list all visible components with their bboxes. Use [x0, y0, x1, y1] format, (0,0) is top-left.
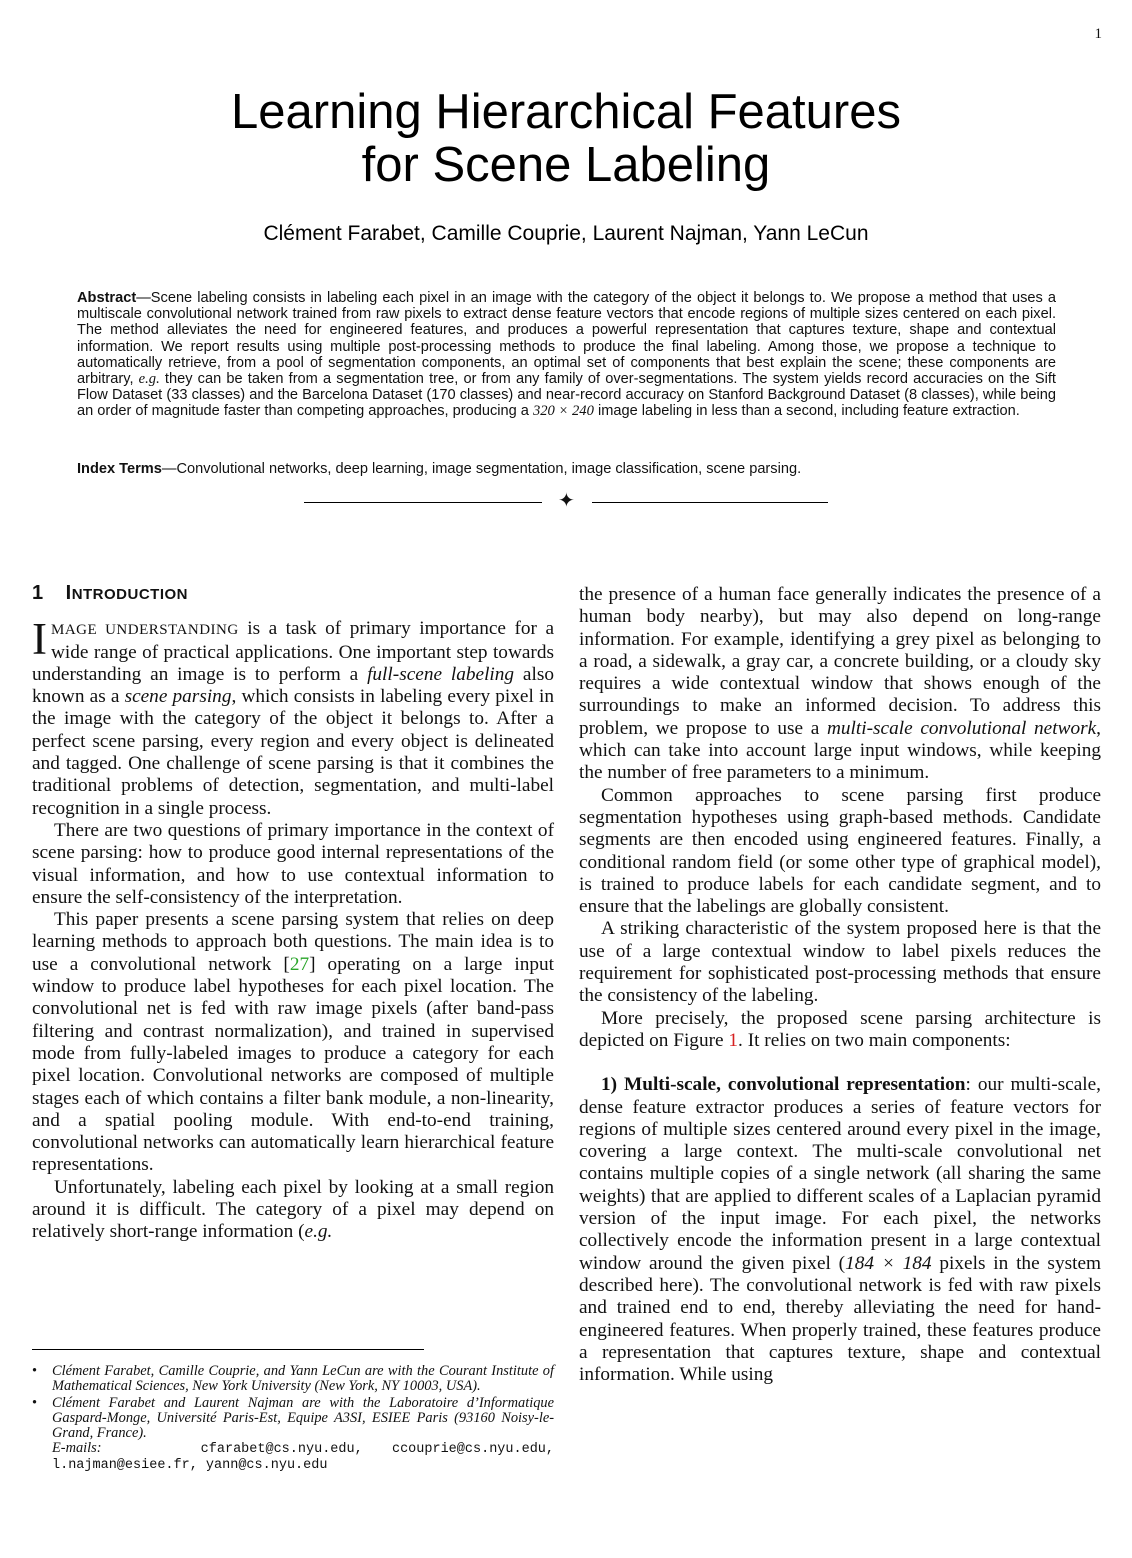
figure-reference-link[interactable]: 1	[728, 1029, 739, 1051]
component-item-1-b: pixels in the system described here). The convolutional network is fed with raw pixels and trained end to end, thereby alleviating the need for hand-engineered features. When properly trained, these features produce a representation that captures texture, shape and contextual information. While using	[579, 1252, 1101, 1386]
citation-link[interactable]: 27	[289, 953, 310, 975]
separator-star-icon: ✦	[558, 490, 575, 512]
intro-paragraph-1	[32, 614, 554, 820]
footnote-1: • Clément Farabet, Camille Couprie, and Yann LeCun are with the Courant Institute of Mathematical Sciences, New York University (New York, NY 10003, USA).	[32, 1364, 554, 1394]
intro-p1-mid: also known as a	[32, 663, 554, 708]
intro-paragraph-2: There are two questions of primary importance in the context of scene parsing: how to produce good internal representations of the visual information, and how to use contextual information to ensure the self-consistency of the interpretation.	[32, 819, 554, 908]
right-p4-b: . It relies on two main components:	[738, 1029, 1011, 1051]
footnote-rule	[32, 1349, 424, 1350]
abstract	[77, 290, 1056, 420]
right-paragraph-2: Common approaches to scene parsing first produce segmentation hypotheses using graph-based methods. Candidate segments are then encoded using engineered features. Finally, a conditional random field (or some other type of graphical model), is trained to produce labels for each candidate segment, and to ensure that the labelings are globally consistent.	[579, 784, 1101, 918]
left-column	[32, 582, 554, 1244]
right-p1-b: , which can take into account large input windows, while keeping the number of free parameters to a minimum.	[579, 717, 1101, 784]
intro-p3-b: ] operating on a large input window to produce label hypotheses for each pixel location. The convolutional net is fed with raw image pixels (after band-pass filtering and contrast normalization), and trained in supervised mode from fully-labeled images to produce a category for each pixel location. Convolutional networks are composed of multiple stages each of which contains a filter bank module, a non-linearity, and a spatial pooling module. With end-to-end training, convolutional networks can automatically learn hierarchical feature representations.	[32, 953, 554, 1176]
separator-rule-left	[304, 502, 542, 503]
index-terms-text: —Convolutional networks, deep learning, image segmentation, image classification, scene parsing.	[161, 461, 802, 477]
abstract-text-3: image labeling in less than a second, including feature extraction.	[597, 403, 1020, 420]
right-p4-a: More precisely, the proposed scene parsing architecture is depicted on Figure	[579, 1007, 1101, 1051]
emails-label: E-mails:	[52, 1440, 102, 1456]
intro-p1-end: , which consists in labeling every pixel in the image with the category of the object it belongs to. After a perfect scene parsing, every region and every object is delineated and tagged. One challenge of scene parsing is that it combines the traditional problems of detection, segmentation, and multi-label recognition in a single process.	[32, 686, 554, 819]
component-item-1-math: 184 × 184	[845, 1252, 932, 1274]
right-paragraph-1	[579, 584, 1101, 785]
abstract-text-2: they can be taken from a segmentation tree, or from any family of over-segmentations. The system yields record accuracies on the Sift Flow Dataset (33 classes) and the Barcelona Dataset (170 classes) and near-record accuracy on Stanford Background Dataset (8 classes), while being an order of magnitude faster than competing approaches, producing a	[77, 371, 1056, 420]
title-line-1: Learning Hierarchical Features	[231, 85, 901, 139]
index-terms-label: Index Terms	[77, 461, 162, 477]
intro-p1-em1: full-scene labeling	[367, 663, 515, 685]
abstract-text-1: —Scene labeling consists in labeling each pixel in an image with the category of the object it belongs to. We propose a method that uses a multiscale convolutional network trained from raw pixels to extract dense feature vectors that encode regions of multiple sizes centered on each pixel. The method alleviates the need for engineered features, and produces a powerful representation that captures texture, shape and contextual information. We report results using multiple post-processing methods to produce the final labeling. Among those, we propose a technique to automatically retrieve, from a pool of segmentation components, an optimal set of components that best explain the scene; these components are arbitrary,	[77, 290, 1056, 388]
page-number: 1	[1094, 26, 1102, 42]
section-number: 1	[32, 582, 44, 604]
separator-rule-right	[592, 502, 828, 503]
intro-paragraph-4	[32, 1177, 554, 1244]
abstract-eg: e.g.	[138, 371, 160, 388]
footnotes	[32, 1364, 554, 1475]
right-paragraph-3: A striking characteristic of the system proposed here is that the use of a large contextual window to label pixels reduces the requirement for sophisticated post-processing methods that ensure the consistency of the labeling.	[579, 918, 1101, 1007]
intro-p1-rest: is a task of primary importance for a wide range of practical applications. One important step towards understanding an image is to perform a	[32, 618, 554, 685]
footnote-2-text: Clément Farabet and Laurent Najman are with the Laboratoire d’Informatique Gaspard-Monge, Université Paris-Est, Equipe A3SI, ESIEE Paris (93160 Noisy-le-Grand, France).	[52, 1395, 554, 1441]
intro-paragraph-3	[32, 909, 554, 1177]
author-list: Clément Farabet, Camille Couprie, Laurent Najman, Yann LeCun	[263, 222, 869, 245]
right-column	[579, 584, 1101, 1386]
component-item-1	[579, 1074, 1101, 1386]
section-separator	[304, 492, 828, 512]
section-heading	[32, 582, 554, 606]
intro-p3-a: This paper presents a scene parsing system that relies on deep learning methods to approach both questions. The main idea is to use a convolutional network [	[32, 909, 554, 975]
abstract-math: 320 × 240	[532, 403, 594, 420]
section-title-rest: NTRODUCTION	[71, 586, 189, 603]
index-terms	[77, 461, 1056, 477]
footnote-2	[32, 1396, 554, 1473]
drop-cap: I	[32, 614, 47, 665]
right-p1-em: multi-scale convolutional network	[826, 717, 1097, 739]
emails-list: cfarabet@cs.nyu.edu, ccouprie@cs.nyu.edu, l.najman@esiee.fr, yann@cs.nyu.edu	[52, 1442, 555, 1473]
right-paragraph-4	[579, 1008, 1101, 1053]
component-item-1-label: 1) Multi-scale, convolutional representation	[601, 1074, 966, 1096]
section-title-first: I	[65, 582, 72, 604]
abstract-label: Abstract	[77, 290, 137, 306]
component-item-1-a: : our multi-scale, dense feature extractor produces a series of feature vectors for regions of multiple sizes centered around every pixel in the image, covering a large context. The multi-scale convolutional net contains multiple copies of a single network (all sharing the same weights) that are applied to different scales of a Laplacian pyramid version of the input image. For each pixel, the networks collectively encode the information present in a large contextual window around the given pixel (	[579, 1074, 1101, 1274]
intro-smallcaps: MAGE UNDERSTANDING	[51, 622, 239, 639]
intro-p4-a: Unfortunately, labeling each pixel by looking at a small region around it is difficult. The category of a pixel may depend on relatively short-range information (	[32, 1176, 554, 1243]
right-p1-a: the presence of a human face generally indicates the presence of a human body nearby), but may also depend on long-range information. For example, identifying a grey pixel as belonging to a road, a sidewalk, a gray car, a concrete building, or a cloudy sky requires a wide contextual window that shows enough of the surroundings to make an informed decision. To address this problem, we propose to use a	[579, 584, 1101, 739]
intro-p4-eg: e.g.	[304, 1221, 333, 1243]
title-line-2: for Scene Labeling	[361, 138, 771, 192]
paper-title	[0, 86, 1132, 192]
intro-p1-em2: scene parsing	[124, 686, 232, 708]
